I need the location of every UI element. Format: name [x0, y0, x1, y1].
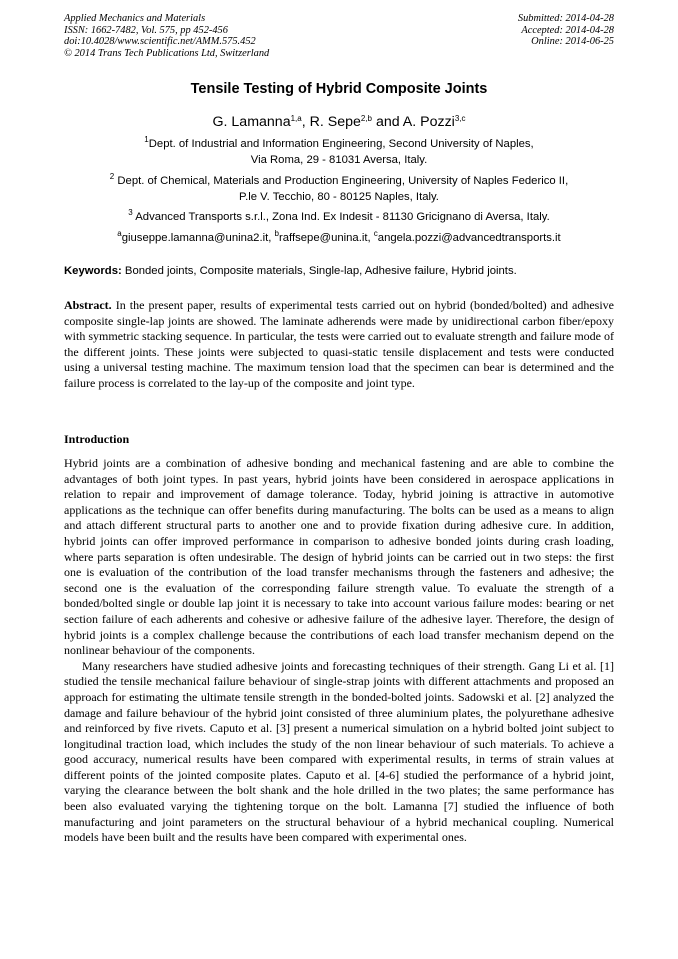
- doi: doi:10.4028/www.scientific.net/AMM.575.452: [64, 36, 256, 48]
- affiliation-text: Dept. of Industrial and Information Engineering, Second University of Naples,: [148, 138, 534, 150]
- affiliation-text: Dept. of Chemical, Materials and Production Engineering, University of Naples Federico II,: [114, 175, 569, 187]
- email-address[interactable]: giuseppe.lamanna@unina2.it,: [121, 232, 275, 244]
- keywords-label: Keywords:: [64, 265, 122, 277]
- affiliation-3: [0, 210, 678, 226]
- affiliation-marker: 2: [109, 172, 115, 181]
- paragraph: Many researchers have studied adhesive joints and forecasting techniques of their strength. Gang Li et al. [1] studied the tensile mechanical failure behaviour of single-strap joints with different attachments and proposed an approach for estimating the ultimate tensile strength in the bonded-bolted joints. Sadowski et al. [2] analyzed the damage and failure behaviour of the hybrid joint consisted of three aluminium plates, the polyurethane adhesive and reinforced by five rivets. Caputo et al. [3] present a numerical simulation on a hybrid bolted joint subject to longitudinal traction load, which includes the study of the non linear behaviour of such materials. To achieve a good accuracy, numerical results have been compared with experimental results, in terms of strain values at different points of the jointed composite plates. Caputo et al. [4-6] studied the performance of a hybrid joint, varying the clearance between the bolt shank and the hole drilled in the two plates; the same performance has been also evaluated varying the tightening torque on the bolt. Lamanna [7] studied the influence of both manufacturing and joint parameters on the structural behaviour of a hybrid mechanical coupling. Numerical models have been built and the results have been compared with experimental ones.: [64, 658, 614, 845]
- affiliation-marker: 3: [128, 208, 133, 217]
- author-name: A. Pozzi: [402, 114, 455, 130]
- email-marker: b: [274, 229, 279, 238]
- issn-volume: ISSN: 1662-7482, Vol. 575, pp 452-456: [64, 24, 228, 36]
- email-address[interactable]: raffsepe@unina.it,: [278, 232, 374, 244]
- author-name: R. Sepe: [309, 114, 361, 130]
- section-heading-introduction: Introduction: [64, 432, 130, 446]
- accepted-date: Accepted: 2014-04-28: [521, 24, 614, 36]
- author-affiliation-marker: 2,b: [360, 114, 372, 123]
- author-affiliation-marker: 1,a: [290, 114, 302, 123]
- affiliation-text: P.le V. Tecchio, 80 - 80125 Naples, Italy.: [239, 190, 439, 203]
- journal-name: Applied Mechanics and Materials: [64, 13, 206, 24]
- paragraph: Hybrid joints are a combination of adhesive bonding and mechanical fastening and are able to combine the advantages of both joint types. In past years, hybrid joints have been considered in aerospace applications in relation to repair and improvement of damage tolerance. Today, hybrid joining is attractive in automotive applications as the technique can offer benefits during manufacturing. The bolts can be used as a means to align and attach different structural parts to another one and to provide fixation during adhesive cure. In addition, hybrid joints can offer improved performance in comparison to adhesive bonded joints during crash loading, where parts separation is often undesirable. The design of hybrid joints can be carried out in two steps: the first one is evaluation of the contribution of the load transfer mechanisms through the fasteners and adhesive; the second one is the evaluation of the corresponding failure strength value. To evaluate the strength of a bonded/bolted single or double lap joint it is necessary to take into account various failure modes: bearing or net section failure of each adherents and cohesive or adhesive failure of the adhesive layer. Therefore, the design of hybrid joints is a complex challenge because the contributions of each load transfer mechanism depend on the nonlinear behaviour of the components.: [64, 456, 614, 658]
- submitted-date: Submitted: 2014-04-28: [517, 13, 614, 24]
- abstract-text: In the present paper, results of experimental tests carried out on hybrid (bonded/bolted) and adhesive composite single-lap joints are showed. The laminate adherends were made by unidirectional carbon fiber/epoxy with symmetric stacking sequence. In particular, the tests were carried out to evaluate strength and failure mode of the different joints. These joints were subjected to quasi-static tensile displacement and tests were conducted using a universal testing machine. The maximum tension load that the specimen can bear is determined and the failure process is correlated to the lay-up of the composite and joint type.: [64, 298, 614, 390]
- publication-dates: [518, 13, 614, 48]
- author-separator: ,: [301, 114, 310, 130]
- author-name: G. Lamanna: [212, 114, 291, 130]
- email-marker: a: [117, 229, 122, 238]
- abstract-label: Abstract.: [64, 298, 112, 312]
- author-separator: and: [372, 114, 403, 130]
- paper-title: Tensile Testing of Hybrid Composite Joints: [190, 81, 488, 97]
- affiliation-1: [0, 137, 678, 169]
- affiliation-text: Via Roma, 29 - 81031 Aversa, Italy.: [250, 153, 428, 166]
- author-list: [0, 114, 678, 130]
- abstract: [64, 298, 614, 392]
- affiliation-2: [0, 174, 678, 206]
- online-date: Online: 2014-06-25: [531, 36, 614, 48]
- affiliation-text: Advanced Transports s.r.l., Zona Ind. Ex Indesit - 81130 Gricignano di Aversa, Italy.: [132, 211, 550, 223]
- introduction-body: [64, 456, 614, 846]
- author-emails: [0, 229, 678, 244]
- keywords: [64, 265, 624, 277]
- email-address[interactable]: angela.pozzi@advancedtransports.it: [377, 232, 561, 244]
- email-marker: c: [373, 229, 378, 238]
- journal-info: [64, 13, 269, 59]
- keywords-text: Bonded joints, Composite materials, Single-lap, Adhesive failure, Hybrid joints.: [121, 265, 517, 277]
- author-affiliation-marker: 3,c: [454, 114, 466, 123]
- affiliation-marker: 1: [144, 135, 149, 144]
- copyright: © 2014 Trans Tech Publications Ltd, Switzerland: [64, 47, 270, 59]
